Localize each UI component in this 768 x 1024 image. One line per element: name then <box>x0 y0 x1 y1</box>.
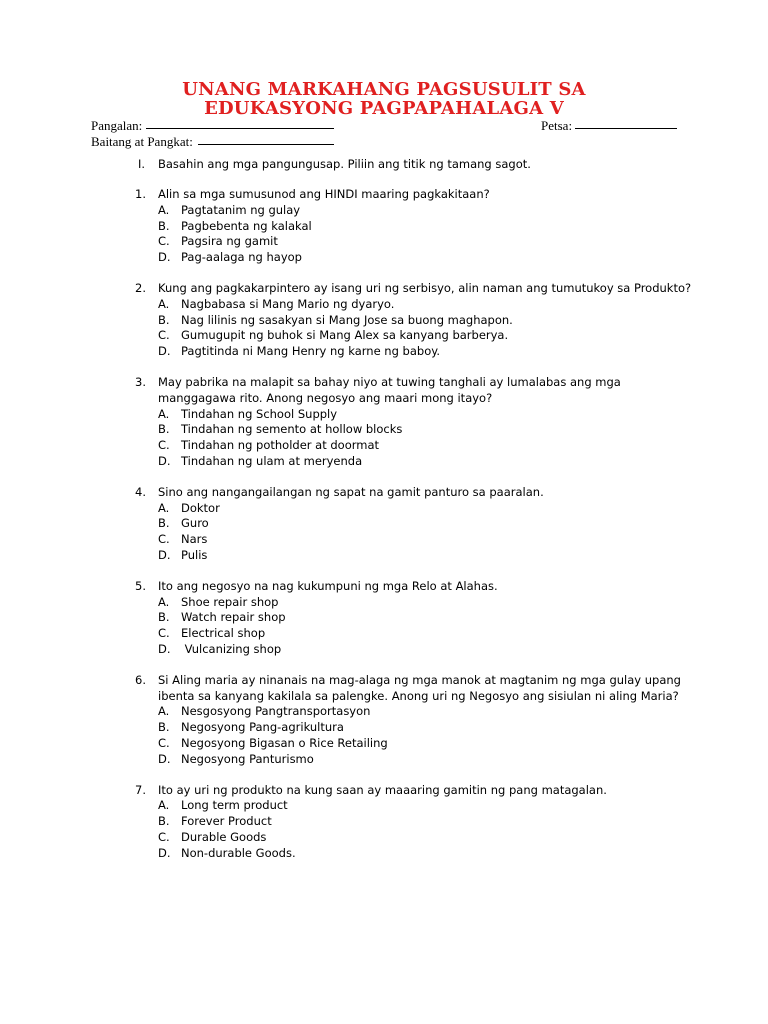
answer-choice[interactable] <box>0 814 768 830</box>
question-5 <box>0 579 768 658</box>
choice-text: Forever Product <box>181 814 272 829</box>
answer-choice[interactable] <box>0 250 768 266</box>
answer-choice[interactable] <box>0 203 768 219</box>
choice-text: Shoe repair shop <box>181 594 279 609</box>
answer-choice[interactable] <box>0 846 768 862</box>
choice-text: Tindahan ng semento at hollow blocks <box>181 422 403 437</box>
choice-letter: A. <box>158 406 170 421</box>
question-text: Ito ang negosyo na nag kukumpuni ng mga Relo at Alahas. <box>158 578 498 593</box>
answer-choice[interactable] <box>0 532 768 548</box>
choice-text: Nesgosyong Pangtransportasyon <box>181 704 371 719</box>
choice-letter: A. <box>158 798 170 813</box>
choice-letter: D. <box>158 250 171 265</box>
question-3 <box>0 375 768 470</box>
choice-text: Non-durable Goods. <box>181 845 296 860</box>
choice-letter: A. <box>158 500 170 515</box>
question-stem <box>0 579 768 595</box>
choice-text: Nag lilinis ng sasakyan si Mang Jose sa buong maghapon. <box>181 312 513 327</box>
page-title-line-1: UNANG MARKAHANG PAGSUSULIT SA <box>182 79 586 100</box>
choice-text: Pagsira ng gamit <box>181 234 278 249</box>
choice-letter: D. <box>158 641 171 656</box>
question-list <box>0 187 768 876</box>
answer-choice[interactable] <box>0 328 768 344</box>
choice-text: Pag-aalaga ng hayop <box>181 250 302 265</box>
name-field-line[interactable] <box>146 128 334 129</box>
choice-letter: C. <box>158 234 170 249</box>
answer-choice[interactable] <box>0 736 768 752</box>
answer-choice[interactable] <box>0 752 768 768</box>
answer-choice[interactable] <box>0 313 768 329</box>
question-text: ibenta sa kanyang kakilala sa palengke. Anong uri ng Negosyo ang sisiulan ni aling Maria? <box>158 688 679 703</box>
question-number: 3. <box>135 374 146 389</box>
choice-text: Gumugupit ng buhok si Mang Alex sa kanyang barberya. <box>181 328 509 343</box>
choice-text: Tindahan ng School Supply <box>181 406 338 421</box>
answer-choice[interactable] <box>0 501 768 517</box>
page-title-line-2: EDUKASYONG PAGPAPAHALAGA V <box>204 98 564 119</box>
section-field-label: Baitang at Pangkat: <box>91 134 193 149</box>
question-4 <box>0 485 768 564</box>
choice-text: Watch repair shop <box>181 610 286 625</box>
choice-letter: A. <box>158 594 170 609</box>
choice-letter: B. <box>158 610 170 625</box>
choice-letter: B. <box>158 218 170 233</box>
answer-choice[interactable] <box>0 344 768 360</box>
choice-text: Long term product <box>181 798 288 813</box>
answer-choice[interactable] <box>0 438 768 454</box>
choice-letter: C. <box>158 735 170 750</box>
choice-letter: B. <box>158 720 170 735</box>
section-field-line[interactable] <box>198 144 334 145</box>
question-stem <box>0 187 768 203</box>
answer-choice[interactable] <box>0 595 768 611</box>
question-stem <box>0 673 768 705</box>
date-field-line[interactable] <box>575 128 677 129</box>
answer-choice[interactable] <box>0 798 768 814</box>
choice-letter: C. <box>158 532 170 547</box>
question-text: manggagawa rito. Anong negosyo ang maari mong itayo? <box>158 390 493 405</box>
answer-choice[interactable] <box>0 610 768 626</box>
choice-text: Tindahan ng potholder at doormat <box>181 438 380 453</box>
question-number: 6. <box>135 672 146 687</box>
choice-letter: B. <box>158 422 170 437</box>
choice-text: Tindahan ng ulam at meryenda <box>181 453 363 468</box>
answer-choice[interactable] <box>0 548 768 564</box>
choice-letter: B. <box>158 516 170 531</box>
question-stem <box>0 485 768 501</box>
question-6 <box>0 673 768 768</box>
choice-letter: A. <box>158 296 170 311</box>
answer-choice[interactable] <box>0 234 768 250</box>
answer-choice[interactable] <box>0 704 768 720</box>
choice-letter: C. <box>158 829 170 844</box>
answer-choice[interactable] <box>0 297 768 313</box>
choice-letter: D. <box>158 344 171 359</box>
answer-choice[interactable] <box>0 626 768 642</box>
section-number: I. <box>138 157 146 171</box>
choice-letter: D. <box>158 547 171 562</box>
question-number: 1. <box>135 187 146 201</box>
answer-choice[interactable] <box>0 720 768 736</box>
question-number: 7. <box>135 782 146 797</box>
choice-text: Durable Goods <box>181 829 267 844</box>
choice-letter: B. <box>158 312 170 327</box>
answer-choice[interactable] <box>0 642 768 658</box>
answer-choice[interactable] <box>0 422 768 438</box>
choice-text: Negosyong Pang-agrikultura <box>181 720 344 735</box>
choice-letter: C. <box>158 626 170 641</box>
question-stem <box>0 281 768 297</box>
choice-text: Nars <box>181 532 208 547</box>
question-2 <box>0 281 768 360</box>
question-text: Si Aling maria ay ninanais na mag-alaga ng mga manok at magtanim ng mga gulay upang <box>158 672 681 687</box>
question-text: Ito ay uri ng produkto na kung saan ay maaaring gamitin ng pang matagalan. <box>158 782 607 797</box>
question-stem <box>0 783 768 799</box>
choice-text: Negosyong Panturismo <box>181 751 314 766</box>
choice-letter: C. <box>158 328 170 343</box>
choice-letter: A. <box>158 704 170 719</box>
choice-text: Guro <box>181 516 209 531</box>
answer-choice[interactable] <box>0 830 768 846</box>
answer-choice[interactable] <box>0 516 768 532</box>
choice-letter: D. <box>158 845 171 860</box>
choice-text: Negosyong Bigasan o Rice Retailing <box>181 735 388 750</box>
choice-letter: B. <box>158 814 170 829</box>
choice-text: Pagtitinda ni Mang Henry ng karne ng baboy. <box>181 344 441 359</box>
choice-text: Electrical shop <box>181 626 266 641</box>
question-7 <box>0 783 768 862</box>
name-field-label: Pangalan: <box>91 118 143 133</box>
choice-letter: D. <box>158 751 171 766</box>
choice-letter: D. <box>158 453 171 468</box>
question-number: 2. <box>135 280 146 295</box>
question-number: 5. <box>135 578 146 593</box>
answer-choice[interactable] <box>0 407 768 423</box>
question-text: May pabrika na malapit sa bahay niyo at tuwing tanghali ay lumalabas ang mga <box>158 374 621 389</box>
choice-text: Pagbebenta ng kalakal <box>181 218 312 233</box>
choice-text: Pagtatanim ng gulay <box>181 202 301 217</box>
answer-choice[interactable] <box>0 219 768 235</box>
question-number: 4. <box>135 484 146 499</box>
question-text: Kung ang pagkakarpintero ay isang uri ng serbisyo, alin naman ang tumutukoy sa Produkto? <box>158 280 692 295</box>
choice-letter: A. <box>158 202 170 217</box>
question-1 <box>0 187 768 266</box>
question-text: Sino ang nangangailangan ng sapat na gamit panturo sa paaralan. <box>158 484 544 499</box>
choice-text: Doktor <box>181 500 220 515</box>
choice-text: Pulis <box>181 547 208 562</box>
question-stem <box>0 375 768 407</box>
choice-text: Nagbabasa si Mang Mario ng dyaryo. <box>181 296 395 311</box>
answer-choice[interactable] <box>0 454 768 470</box>
choice-letter: C. <box>158 438 170 453</box>
question-text: Alin sa mga sumusunod ang HINDI maaring pagkakitaan? <box>158 187 490 201</box>
section-instruction: Basahin ang mga pangungusap. Piliin ang titik ng tamang sagot. <box>158 157 531 171</box>
choice-text: Vulcanizing shop <box>181 641 282 656</box>
date-field-label: Petsa: <box>541 118 573 133</box>
